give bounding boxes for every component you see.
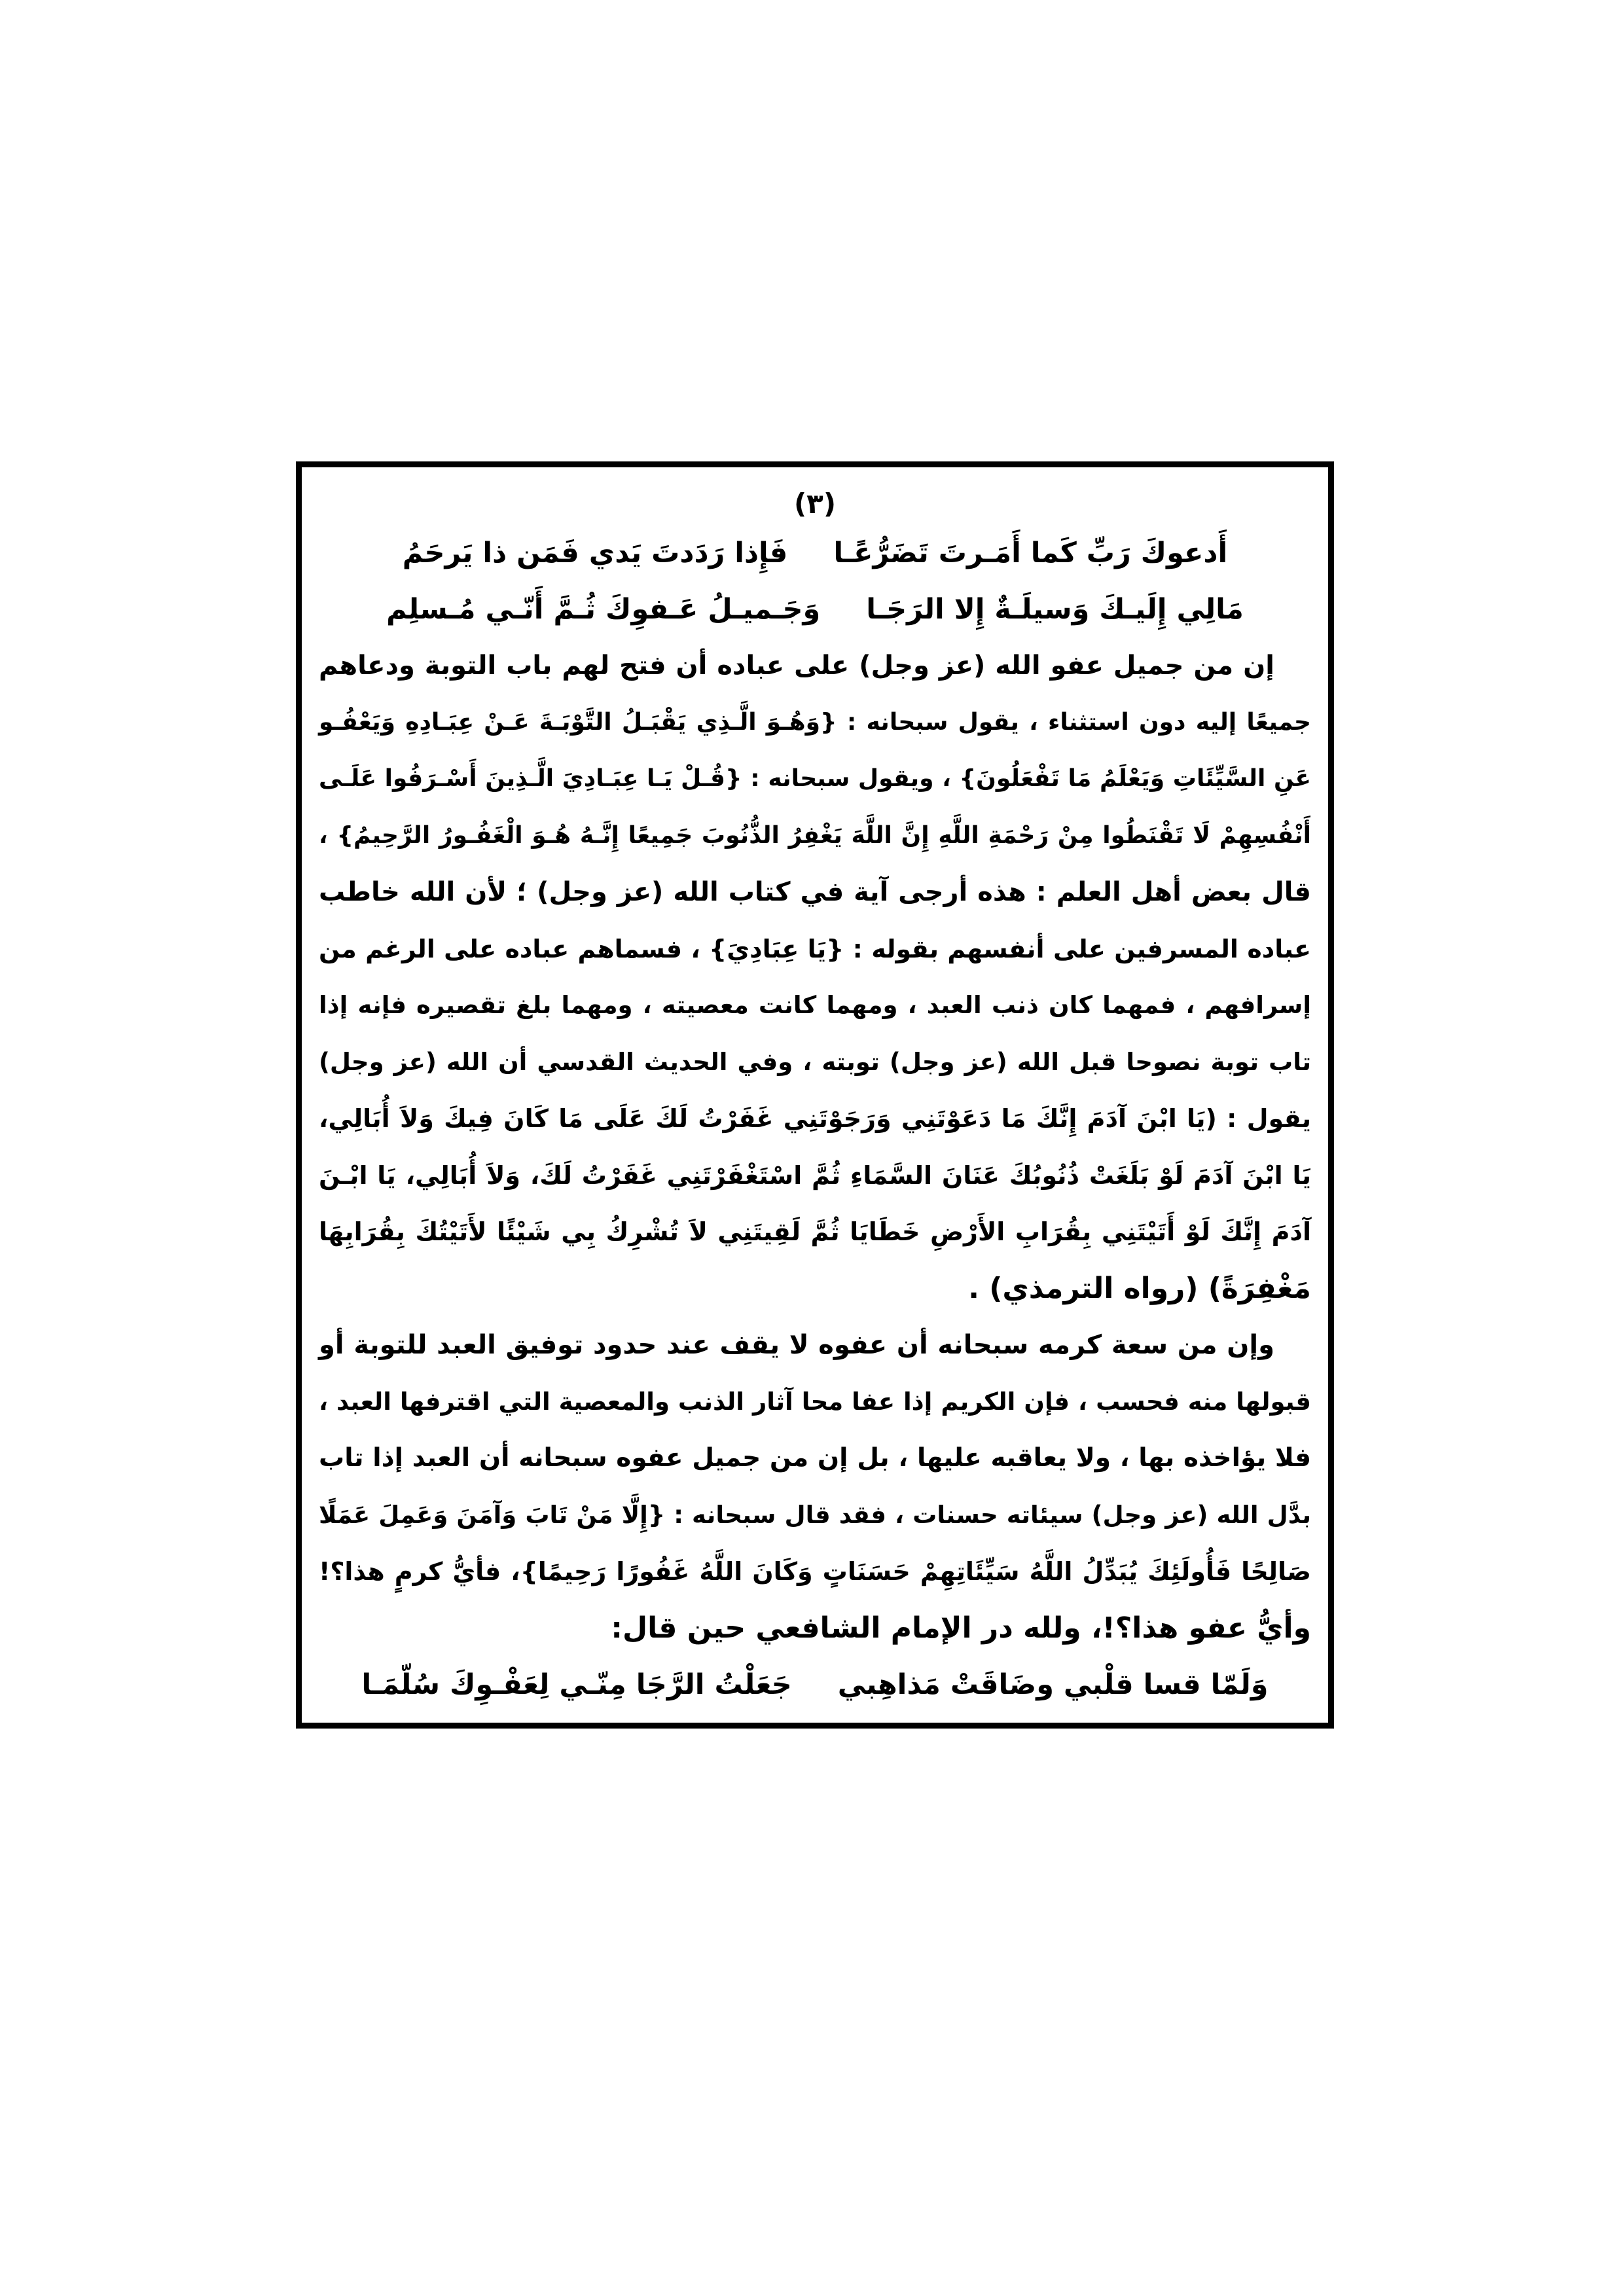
poem-verse-1 — [319, 525, 1311, 581]
poem-hemistich: أَدعوكَ رَبِّ كَما أَمَـرتَ تَضَرُّعًـا — [833, 537, 1228, 569]
text-line: مَغْفِرَةً) (رواه الترمذي) . — [968, 1271, 1311, 1305]
page-frame — [296, 461, 1334, 1729]
text-line: أَنْفُسِهِمْ لَا تَقْنَطُوا مِنْ رَحْمَةِ اللَّهِ إِنَّ اللَّهَ يَغْفِرُ الذُّنُوبَ جَمِيعًا إِنَّـهُ هُـوَ الْغَفُـورُ الرَّحِيمُ} ، — [319, 821, 1311, 849]
paragraph-repentance — [319, 637, 1311, 1317]
text-line: آدَمَ إِنَّكَ لَوْ أَتَيْتَنِي بِقُرَابِ الأَرْضِ خَطَايَا ثُمَّ لَقِيتَنِي لاَ تُشْرِكُ بِي شَيْئًا لأَتَيْتُكَ بِقُرَابِهَا — [319, 1217, 1311, 1246]
text-line: فلا يؤاخذه بها ، ولا يعاقبه عليها ، بل إن من جميل عفوه سبحانه أن العبد إذا تاب — [319, 1443, 1311, 1473]
page-number: (٣) — [793, 488, 837, 520]
text-line: يقول : (يَا ابْنَ آدَمَ إِنَّكَ مَا دَعَوْتَنِي وَرَجَوْتَنِي غَفَرْتُ لَكَ عَلَى مَا كَانَ فِيكَ وَلاَ أُبَالِي، — [319, 1104, 1311, 1133]
poem-verse-2 — [319, 581, 1311, 637]
text-line: وإن من سعة كرمه سبحانه أن عفوه لا يقف عند حدود توفيق العبد للتوبة أو — [319, 1330, 1274, 1360]
text-line: عباده المسرفين على أنفسهم بقوله : {يَا عِبَادِيَ} ، فسماهم عباده على الرغم من — [319, 934, 1311, 963]
text-line: قال بعض أهل العلم : هذه أرجى آية في كتاب الله (عز وجل) ؛ لأن الله خاطب — [319, 877, 1311, 907]
paragraph-generosity — [319, 1317, 1311, 1657]
text-line: تاب توبة نصوحا قبل الله (عز وجل) توبته ، وفي الحديث القدسي أن الله (عز وجل) — [319, 1047, 1311, 1076]
text-line: وأيُّ عفو هذا؟!، ولله در الإمام الشافعي حين قال: — [611, 1611, 1311, 1645]
poem-hemistich: وَلَمّا قسا قلْبي وضَاقَتْ مَذاهِبي — [837, 1668, 1269, 1701]
text-line: جميعًا إليه دون استثناء ، يقول سبحانه : {وَهُـوَ الَّـذِي يَقْبَـلُ التَّوْبَـةَ عَـنْ عِبَـادِهِ وَيَعْفُـو — [319, 708, 1311, 736]
poem-verse-closing — [319, 1657, 1311, 1713]
text-line: عَنِ السَّيِّئَاتِ وَيَعْلَمُ مَا تَفْعَلُونَ} ، ويقول سبحانه : {قُـلْ يَـا عِبَـادِيَ الَّـذِينَ أَسْـرَفُوا عَلَـى — [319, 765, 1311, 792]
text-line: صَالِحًا فَأُولَئِكَ يُبَدِّلُ اللَّهُ سَيِّئَاتِهِمْ حَسَنَاتٍ وَكَانَ اللَّهُ غَفُورًا رَحِيمًا}، فأيُّ كرمٍ هذا؟! — [319, 1557, 1311, 1586]
poem-hemistich: وَجَـميـلُ عَـفوِكَ ثُـمَّ أَنّـي مُـسلِم — [386, 593, 821, 626]
text-line: يَا ابْنَ آدَمَ لَوْ بَلَغَتْ ذُنُوبُكَ عَنَانَ السَّمَاءِ ثُمَّ اسْتَغْفَرْتَنِي غَفَرْتُ لَكَ، وَلاَ أُبَالِي، يَا ابْـنَ — [319, 1160, 1311, 1190]
poem-hemistich: مَالِي إِلَيـكَ وَسيلَـةٌ إِلا الرَجَـا — [866, 593, 1244, 626]
text-line: إن من جميل عفو الله (عز وجل) على عباده أن فتح لهم باب التوبة ودعاهم — [319, 651, 1274, 681]
text-line: بدَّل الله (عز وجل) سيئاته حسنات ، فقد قال سبحانه : {إِلَّا مَنْ تَابَ وَآمَنَ وَعَمِلَ عَمَلًا — [319, 1500, 1311, 1529]
text-line: قبولها منه فحسب ، فإن الكريم إذا عفا محا آثار الذنب والمعصية التي اقترفها العبد ، — [319, 1387, 1311, 1416]
poem-hemistich: جَعَلْتُ الرَّجَا مِنّـي لِعَفْـوِكَ سُلّمَـا — [361, 1668, 792, 1701]
text-line: إسرافهم ، فمهما كان ذنب العبد ، ومهما كانت معصيته ، ومهما بلغ تقصيره فإنه إذا — [319, 991, 1311, 1019]
poem-hemistich: فَإِذا رَدَدتَ يَدي فَمَن ذا يَرحَمُ — [402, 537, 788, 569]
